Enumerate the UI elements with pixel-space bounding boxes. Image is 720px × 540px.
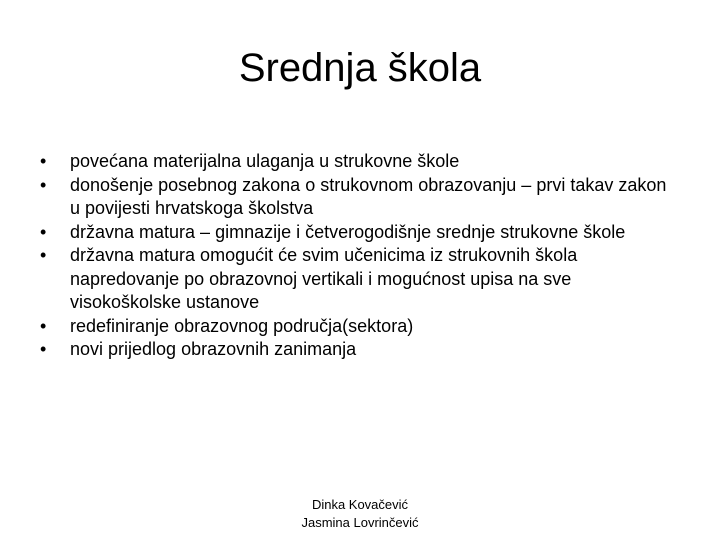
bullet-marker: • — [40, 151, 47, 171]
bullet-list — [40, 150, 680, 362]
bullet-marker: • — [40, 221, 47, 242]
bullet-item — [40, 174, 680, 221]
bullet-text: novi prijedlog obrazovnih zanimanja — [70, 339, 357, 359]
bullet-item — [40, 315, 680, 339]
bullet-item — [40, 150, 680, 174]
bullet-marker: • — [40, 245, 47, 265]
footer-author-1: Dinka Kovačević — [311, 497, 409, 512]
bullet-marker: • — [40, 174, 47, 195]
bullet-marker: • — [40, 315, 47, 336]
bullet-text: donošenje posebnog zakona o strukovnom obrazovanju – prvi takav zakon u povijesti hrvatskoga školstva — [70, 174, 667, 218]
bullet-item — [40, 244, 680, 315]
bullet-text: državna matura – gimnazije i četverogodišnje srednje strukovne škole — [70, 221, 626, 242]
bullet-text: državna matura omogućit će svim učenicima iz strukovnih škola napredovanje po obrazovnoj vertikali i mogućnost upisa na sve visokoškolske ustanove — [70, 245, 578, 312]
bullet-marker: • — [40, 339, 47, 359]
bullet-item — [40, 338, 680, 362]
footer-author-2: Jasmina Lovrinčević — [301, 515, 419, 530]
bullet-text: redefiniranje obrazovnog područja(sektora) — [70, 315, 414, 336]
bullet-text: povećana materijalna ulaganja u strukovne škole — [70, 151, 460, 171]
slide-title: Srednja škola — [238, 46, 482, 90]
bullet-item — [40, 221, 680, 245]
